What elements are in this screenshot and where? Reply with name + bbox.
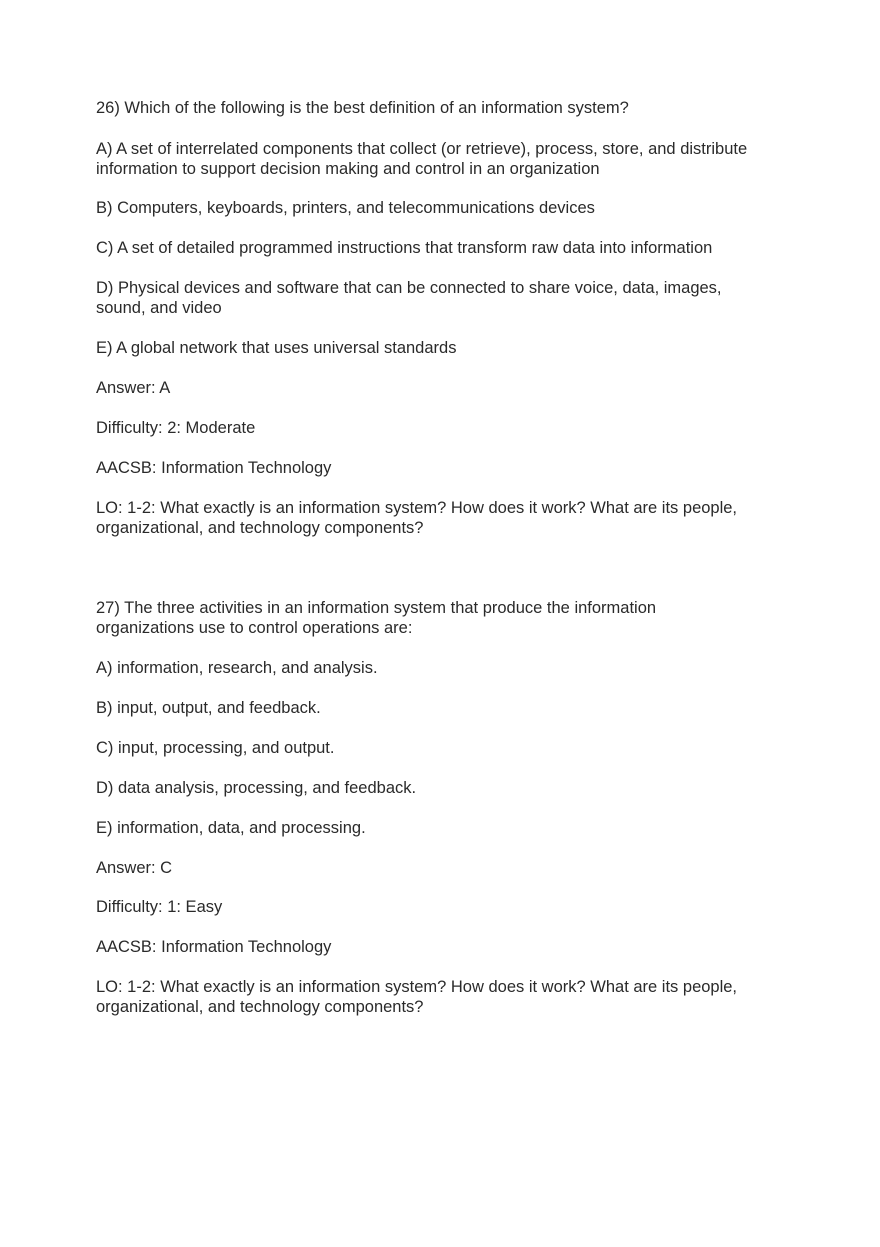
question-26-aacsb: AACSB: Information Technology [96,459,332,477]
question-27-answer: Answer: C [96,859,173,877]
question-27-option-e: E) information, data, and processing. [96,819,366,837]
question-27-difficulty: Difficulty: 1: Easy [96,898,223,916]
question-27-stem: 27) The three activities in an information system that produce the information organizations use to control operations are: [96,599,657,637]
question-26-option-d: D) Physical devices and software that can be connected to share voice, data, images, sound, and video [96,279,722,317]
question-26-option-e: E) A global network that uses universal standards [96,339,457,357]
question-27-option-d: D) data analysis, processing, and feedback. [96,779,417,797]
question-27-aacsb: AACSB: Information Technology [96,938,332,956]
question-26-option-b: B) Computers, keyboards, printers, and telecommunications devices [96,199,595,217]
question-26-answer: Answer: A [96,379,171,397]
question-26-learning-objective: LO: 1-2: What exactly is an information system? How does it work? What are its people, organizational, and technology components? [96,499,738,537]
question-26-option-c: C) A set of detailed programmed instructions that transform raw data into information [96,239,713,257]
question-26-difficulty: Difficulty: 2: Moderate [96,419,256,437]
question-27-option-b: B) input, output, and feedback. [96,699,321,717]
question-27-option-a: A) information, research, and analysis. [96,659,378,677]
question-27-option-c: C) input, processing, and output. [96,739,335,757]
question-26-stem: 26) Which of the following is the best definition of an information system? [96,99,629,117]
question-26-option-a: A) A set of interrelated components that collect (or retrieve), process, store, and distribute information to support decision making and control in an organization [96,140,748,178]
question-27-learning-objective: LO: 1-2: What exactly is an information system? How does it work? What are its people, organizational, and technology components? [96,978,738,1016]
